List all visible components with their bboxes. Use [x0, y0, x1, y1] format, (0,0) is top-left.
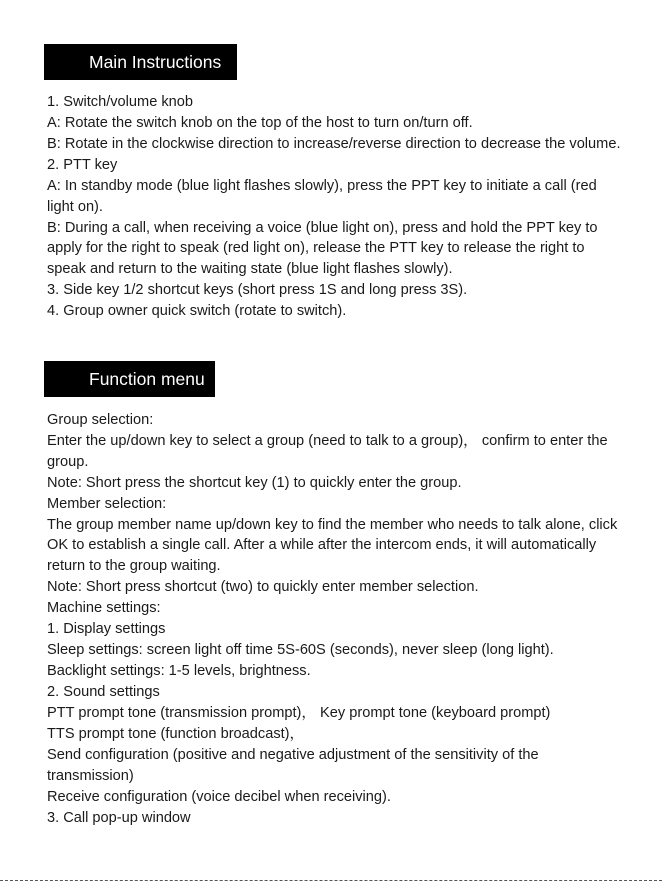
- function-line: Sleep settings: screen light off time 5S-60S (seconds), never sleep (long light).: [47, 641, 554, 658]
- function-line: Note: Short press the shortcut key (1) to quickly enter the group.: [47, 474, 462, 491]
- function-line: 3. Call pop-up window: [47, 810, 191, 827]
- function-line: Machine settings:: [47, 599, 161, 616]
- function-line: Receive configuration (voice decibel when receiving).: [47, 788, 391, 805]
- function-line: Send configuration (positive and negative adjustment of the sensitivity of the transmission): [47, 747, 539, 784]
- instruction-line: 1. Switch/volume knob: [47, 94, 194, 110]
- function-line: Member selection:: [47, 495, 167, 512]
- instruction-line: 2. PTT key: [47, 157, 118, 174]
- instruction-line: 3. Side key 1/2 shortcut keys (short press 1S and long press 3S).: [47, 281, 468, 298]
- function-line: Enter the up/down key to select a group (need to talk to a group)， confirm to enter the group.: [47, 433, 608, 470]
- function-line: 1. Display settings: [47, 620, 166, 637]
- instruction-line: A: In standby mode (blue light flashes slowly), press the PPT key to initiate a call (red light on).: [47, 178, 597, 215]
- instruction-line: B: Rotate in the clockwise direction to increase/reverse direction to decrease the volume.: [47, 136, 621, 153]
- function-line: Group selection:: [47, 412, 154, 428]
- function-menu-body: [47, 410, 625, 829]
- page-bottom-divider: [0, 880, 662, 881]
- function-line: The group member name up/down key to find the member who needs to talk alone, click OK to establish a single call. After a while after the intercom ends, it will automatically return to the group waiting.: [47, 516, 618, 574]
- function-line: Note: Short press shortcut (two) to quickly enter member selection.: [47, 578, 479, 595]
- main-instructions-body: [47, 92, 625, 322]
- function-line: PTT prompt tone (transmission prompt)， Key prompt tone (keyboard prompt): [47, 705, 551, 722]
- function-menu-heading: Function menu: [44, 361, 215, 397]
- instruction-line: A: Rotate the switch knob on the top of the host to turn on/turn off.: [47, 115, 473, 132]
- function-line: 2. Sound settings: [47, 684, 160, 701]
- instruction-line: 4. Group owner quick switch (rotate to switch).: [47, 302, 347, 319]
- main-instructions-heading: Main Instructions: [44, 44, 237, 80]
- function-line: Backlight settings: 1-5 levels, brightness.: [47, 663, 311, 680]
- instruction-line: B: During a call, when receiving a voice (blue light on), press and hold the PPT key to apply for the right to speak (red light on), release the PTT key to release the right to speak and return to the waiting state (blue light flashes slowly).: [47, 219, 598, 277]
- function-line: TTS prompt tone (function broadcast)，: [47, 726, 305, 743]
